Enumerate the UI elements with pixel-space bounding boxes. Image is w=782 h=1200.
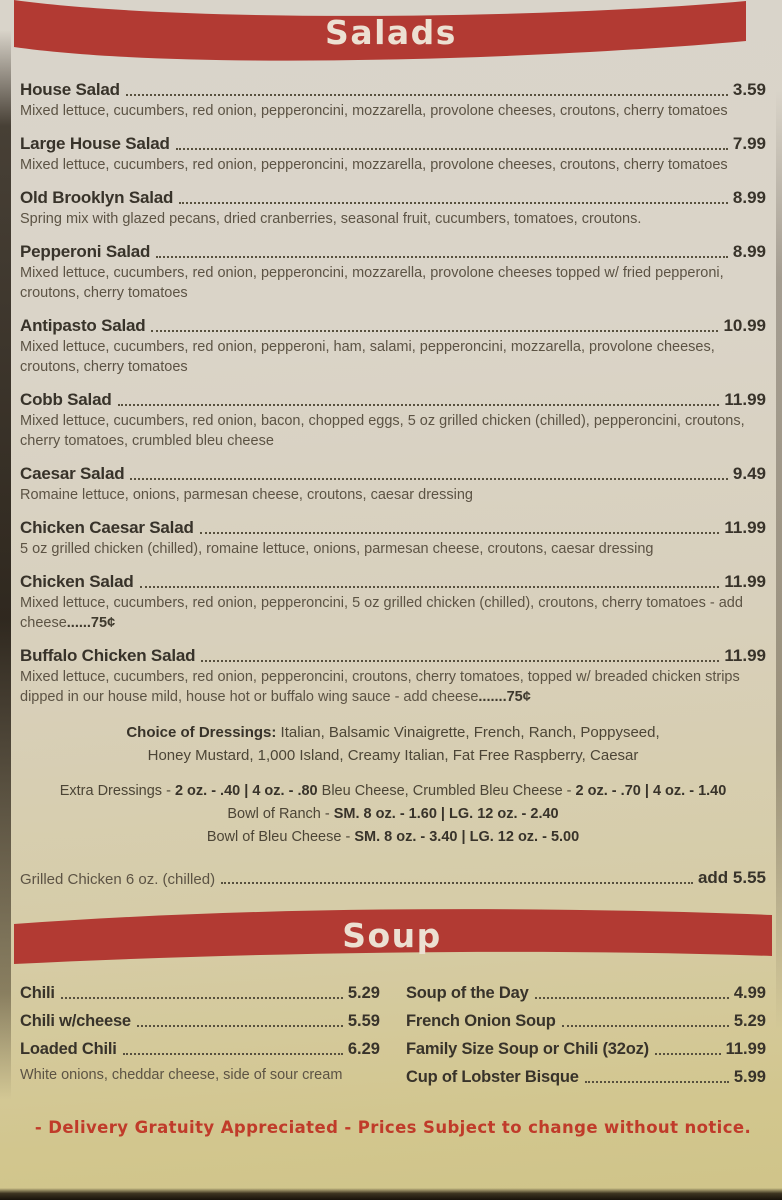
- bowl-of-bleu-cheese-line: Bowl of Bleu Cheese - SM. 8 oz. - 3.40 | LG. 12 oz. - 5.00: [206, 829, 580, 846]
- dotted-leader: [140, 586, 720, 588]
- item-name: Chili w/cheese: [20, 1011, 131, 1030]
- salads-section-title: Salads: [325, 13, 457, 52]
- photo-bottom-shadow: [0, 1188, 782, 1200]
- menu-item: [406, 1068, 766, 1087]
- item-price: 11.99: [724, 390, 766, 409]
- item-description: [20, 485, 766, 505]
- item-name: Pepperoni Salad: [20, 242, 151, 261]
- menu-item: [406, 1040, 766, 1059]
- menu-item: [20, 1040, 380, 1059]
- item-name: House Salad: [20, 80, 120, 99]
- item-name: Chicken Salad: [20, 572, 134, 591]
- menu-item: [406, 1012, 766, 1031]
- dotted-leader: [176, 148, 728, 150]
- menu-item: [20, 188, 766, 229]
- menu-item-row: [20, 390, 766, 410]
- item-name: Old Brooklyn Salad: [20, 188, 174, 207]
- dotted-leader: [221, 882, 693, 884]
- dotted-leader: [126, 94, 728, 96]
- dotted-leader: [118, 404, 720, 406]
- item-price: 11.99: [724, 572, 766, 591]
- item-name: French Onion Soup: [406, 1011, 556, 1030]
- item-description: [20, 209, 766, 229]
- menu-item: [20, 572, 766, 633]
- dotted-leader: [137, 1025, 343, 1027]
- extra-dressings-note: [24, 780, 762, 850]
- item-description: [20, 593, 766, 633]
- item-description: [20, 539, 766, 559]
- item-description-text: Mixed lettuce, cucumbers, red onion, pepperoncini, 5 oz grilled chicken (chilled), croutons, cherry tomatoes - add cheese: [20, 595, 743, 631]
- item-name: Chicken Caesar Salad: [20, 518, 194, 537]
- item-description-text: Mixed lettuce, cucumbers, red onion, pepperoncini, mozzarella, provolone cheeses, croutons, cherry tomatoes: [20, 157, 728, 173]
- photo-right-shadow: [776, 90, 782, 1030]
- item-name: Cobb Salad: [20, 390, 112, 409]
- item-addon-price: ......75¢: [66, 615, 116, 631]
- menu-item-row: [20, 188, 766, 208]
- dressings-list-line2: Honey Mustard, 1,000 Island, Creamy Italian, Fat Free Raspberry, Caesar: [147, 747, 639, 765]
- menu-item: [406, 984, 766, 1003]
- item-name: Loaded Chili: [20, 1039, 117, 1058]
- soup-left-items: [20, 984, 380, 1059]
- loaded-chili-description: White onions, cheddar cheese, side of sour cream: [20, 1066, 343, 1083]
- item-name: Family Size Soup or Chili (32oz): [406, 1039, 649, 1058]
- dotted-leader: [200, 532, 720, 534]
- menu-item-row: [20, 134, 766, 154]
- item-price: 8.99: [732, 188, 766, 207]
- soup-section-banner: [0, 906, 782, 968]
- item-price: 5.59: [347, 1011, 380, 1030]
- menu-item: [20, 464, 766, 505]
- item-price: 11.99: [724, 646, 766, 665]
- grilled-chicken-row: [20, 868, 766, 888]
- extra-dressings-line: Extra Dressings - 2 oz. - .40 | 4 oz. - .80 Bleu Cheese, Crumbled Bleu Cheese - 2 oz. - .70 | 4 oz. - 1.40: [59, 782, 727, 799]
- item-price: 4.99: [733, 983, 766, 1002]
- item-description-text: Mixed lettuce, cucumbers, red onion, pepperoncini, croutons, cherry tomatoes, topped w/ breaded chicken strips dipped in our house mild, house hot or buffalo wing sauce - add cheese: [20, 669, 740, 705]
- dotted-leader: [585, 1081, 729, 1083]
- soup-columns: [20, 984, 766, 1096]
- soup-right-items: [406, 984, 766, 1087]
- item-description-text: Romaine lettuce, onions, parmesan cheese, croutons, caesar dressing: [20, 487, 473, 503]
- item-description: [20, 337, 766, 377]
- item-description: [20, 667, 766, 707]
- menu-item-row: [20, 572, 766, 592]
- item-name: Cup of Lobster Bisque: [406, 1067, 579, 1086]
- item-addon-price: .......75¢: [478, 689, 531, 705]
- menu-item: [20, 316, 766, 377]
- photo-left-shadow: [0, 30, 11, 1100]
- gratuity-notice: - Delivery Gratuity Appreciated - Prices Subject to change without notice.: [34, 1117, 752, 1137]
- item-name: Chili: [20, 983, 55, 1002]
- item-description-text: Mixed lettuce, cucumbers, red onion, bacon, chopped eggs, 5 oz grilled chicken (chilled), pepperoncini, croutons, cherry tomatoes, crumbled bleu cheese: [20, 413, 745, 449]
- menu-item: [20, 390, 766, 451]
- dotted-leader: [535, 997, 729, 999]
- item-price: 8.99: [732, 242, 766, 261]
- item-price: 7.99: [732, 134, 766, 153]
- dotted-leader: [61, 997, 343, 999]
- item-description: [20, 263, 766, 303]
- menu-item: [20, 518, 766, 559]
- menu-item: [20, 134, 766, 175]
- dotted-leader: [156, 256, 728, 258]
- item-name: Buffalo Chicken Salad: [20, 646, 196, 665]
- soup-section-title: Soup: [342, 915, 442, 955]
- soup-right-column: [406, 984, 766, 1096]
- salads-section-banner: [0, 0, 782, 64]
- item-name: Caesar Salad: [20, 464, 125, 483]
- menu-item-row: [20, 316, 766, 336]
- menu-item: [20, 242, 766, 303]
- item-description-text: Mixed lettuce, cucumbers, red onion, pepperoni, ham, salami, pepperoncini, mozzarella, provolone cheeses, croutons, cherry tomatoes: [20, 339, 715, 375]
- dotted-leader: [562, 1025, 729, 1027]
- menu-item: [20, 1012, 380, 1031]
- dotted-leader: [655, 1053, 721, 1055]
- item-price: 6.29: [347, 1039, 380, 1058]
- menu-item-row: [20, 646, 766, 666]
- item-price: 5.29: [347, 983, 380, 1002]
- item-price: 3.59: [732, 80, 766, 99]
- item-description-text: Mixed lettuce, cucumbers, red onion, pepperoncini, mozzarella, provolone cheeses, croutons, cherry tomatoes: [20, 103, 728, 119]
- dotted-leader: [201, 660, 719, 662]
- item-price: 5.99: [733, 1067, 766, 1086]
- menu-item-row: [20, 464, 766, 484]
- menu-item: [20, 80, 766, 121]
- item-price: 10.99: [723, 316, 766, 335]
- item-description: [20, 155, 766, 175]
- dotted-leader: [179, 202, 728, 204]
- dressings-label: Choice of Dressings:: [126, 724, 277, 741]
- dotted-leader: [123, 1053, 343, 1055]
- item-name: Soup of the Day: [406, 983, 529, 1002]
- menu-item-row: [20, 518, 766, 538]
- grilled-chicken-price: add 5.55: [697, 867, 766, 887]
- item-price: 9.49: [732, 464, 766, 483]
- item-description-text: Mixed lettuce, cucumbers, red onion, pepperoncini, mozzarella, provolone cheeses topped w/ fried pepperoni, croutons, cherry tomatoes: [20, 265, 724, 301]
- menu-item-row: [20, 242, 766, 262]
- item-description: [20, 411, 766, 451]
- grilled-chicken-name: Grilled Chicken 6 oz. (chilled): [20, 870, 216, 888]
- menu-item: [20, 984, 380, 1003]
- item-name: Antipasto Salad: [20, 316, 146, 335]
- item-description-text: 5 oz grilled chicken (chilled), romaine lettuce, onions, parmesan cheese, croutons, caesar dressing: [20, 541, 654, 557]
- bowl-of-ranch-line: Bowl of Ranch - SM. 8 oz. - 1.60 | LG. 12 oz. - 2.40: [227, 805, 559, 822]
- item-price: 11.99: [724, 518, 766, 537]
- dressings-list-line1: Italian, Balsamic Vinaigrette, French, Ranch, Poppyseed,: [276, 724, 660, 741]
- dotted-leader: [130, 478, 728, 480]
- item-price: 11.99: [725, 1039, 766, 1058]
- dressings-note: [60, 721, 726, 768]
- item-price: 5.29: [733, 1011, 766, 1030]
- salads-item-list: [20, 80, 766, 707]
- item-description: [20, 101, 766, 121]
- soup-left-column: [20, 984, 380, 1096]
- menu-item: [20, 646, 766, 707]
- item-description-text: Spring mix with glazed pecans, dried cranberries, seasonal fruit, cucumbers, tomatoes, croutons.: [20, 211, 642, 227]
- item-name: Large House Salad: [20, 134, 170, 153]
- dotted-leader: [151, 330, 718, 332]
- menu-item-row: [20, 80, 766, 100]
